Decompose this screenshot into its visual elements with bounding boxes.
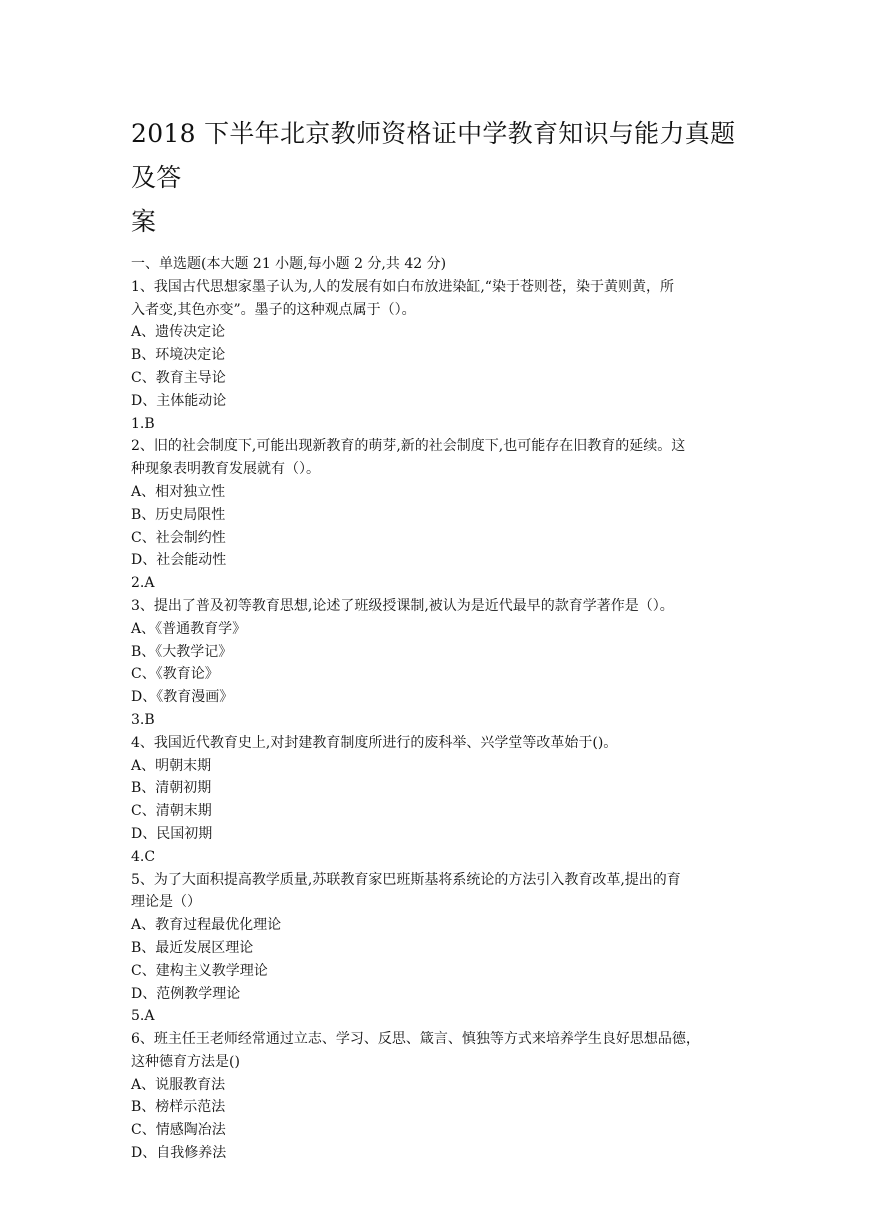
section-heading: 一、单选题(本大题 21 小题,每小题 2 分,共 42 分) [131, 256, 447, 272]
answer-option: D、主体能动论 [131, 392, 227, 409]
answer-option: C、教育主导论 [131, 369, 226, 386]
question-block [131, 1028, 749, 1165]
question-stem-line: 理论是（） [131, 894, 201, 911]
question-stem-line: 入者变,其色亦变”。墨子的这种观点属于（）。 [131, 301, 416, 318]
document-title [131, 112, 749, 244]
answer-option: D、自我修养法 [131, 1145, 227, 1162]
answer-option: A、说服教育法 [131, 1076, 226, 1093]
answer-option: C、建构主义教学理论 [131, 962, 268, 979]
question-stem-line: 5、为了大面积提高教学质量,苏联教育家巴班斯基将系统论的方法引入教育改革,提出的育 [131, 871, 681, 888]
answer-option: C、清朝末期 [131, 803, 212, 820]
answer-key: 3.B [131, 711, 155, 728]
answer-key: 5.A [131, 1008, 155, 1025]
answer-option: B、历史局限性 [131, 506, 226, 523]
title-line-2: 案 [131, 207, 157, 236]
answer-option: D、范例教学理论 [131, 985, 241, 1002]
question-stem-line: 4、我国近代教育史上,对封建教育制度所进行的废科举、兴学堂等改革始于()。 [131, 734, 618, 751]
answer-option: C、《教育论》 [131, 666, 219, 683]
answer-option: C、情感陶冶法 [131, 1122, 226, 1139]
answer-option: A、《普通教育学》 [131, 620, 247, 637]
title-line-1: 2018 下半年北京教师资格证中学教育知识与能力真题及答 [131, 119, 736, 192]
question-list [131, 276, 749, 1165]
question-stem-line: 2、旧的社会制度下,可能出现新教育的萌芽,新的社会制度下,也可能存在旧教育的延续。这 [131, 438, 686, 455]
question-block [131, 595, 749, 732]
question-stem-line: 种现象表明教育发展就有（）。 [131, 461, 320, 478]
question-block [131, 276, 749, 436]
answer-option: B、《大教学记》 [131, 643, 233, 660]
question-block [131, 732, 749, 869]
question-stem-line: 1、我国古代思想家墨子认为,人的发展有如白布放进染缸,“染于苍则苍，染于黄则黄，所 [131, 278, 674, 295]
question-block [131, 869, 749, 1029]
answer-option: B、最近发展区理论 [131, 939, 254, 956]
question-stem-line: 这种德育方法是() [131, 1053, 240, 1070]
question-block [131, 435, 749, 595]
question-stem-line: 3、提出了普及初等教育思想,论述了班级授课制,被认为是近代最早的款育学著作是（）。 [131, 597, 674, 614]
answer-option: A、相对独立性 [131, 483, 226, 500]
question-stem-line: 6、班主任王老师经常通过立志、学习、反思、箴言、慎独等方式来培养学生良好思想品德， [131, 1031, 700, 1048]
answer-key: 2.A [131, 575, 155, 592]
answer-option: D、社会能动性 [131, 552, 227, 569]
answer-option: B、环境决定论 [131, 347, 226, 364]
answer-option: D、民国初期 [131, 825, 213, 842]
answer-option: C、社会制约性 [131, 529, 226, 546]
answer-key: 1.B [131, 415, 155, 432]
answer-option: B、榜样示范法 [131, 1099, 226, 1116]
answer-key: 4.C [131, 848, 156, 865]
answer-option: A、教育过程最优化理论 [131, 917, 282, 934]
answer-option: A、遗传决定论 [131, 324, 226, 341]
answer-option: A、明朝末期 [131, 757, 212, 774]
answer-option: B、清朝初期 [131, 780, 212, 797]
answer-option: D、《教育漫画》 [131, 689, 234, 706]
